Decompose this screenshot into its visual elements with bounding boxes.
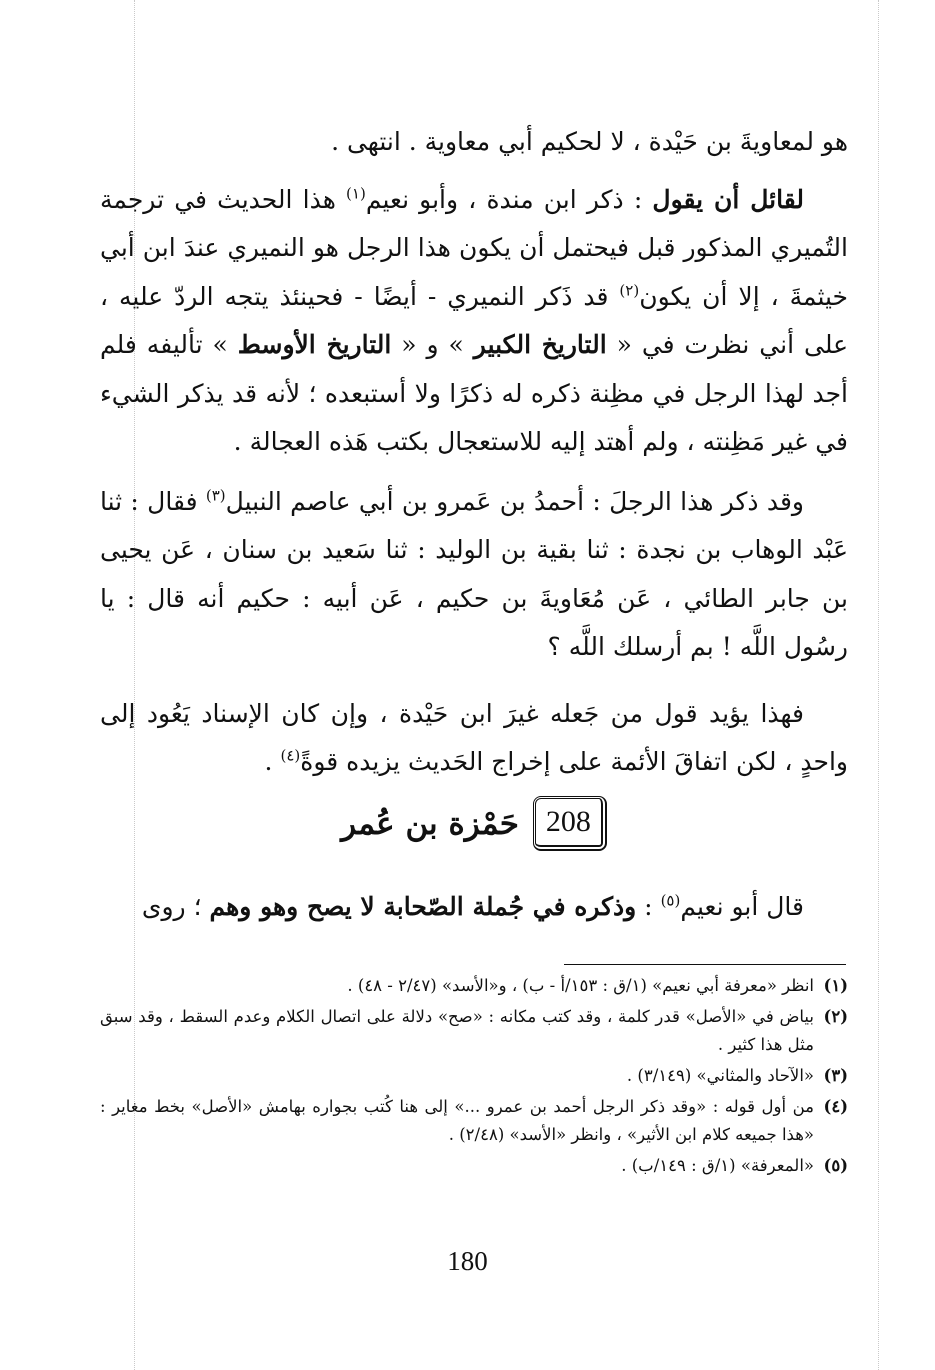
paragraph-3	[100, 478, 848, 672]
footnote-number: (١)	[823, 976, 848, 995]
footnote-text: «الآحاد والمثاني» (٣/١٤٩) .	[626, 1066, 814, 1085]
text-segment: .	[264, 747, 281, 776]
margin-guide-right	[878, 0, 879, 1370]
footnote-number: (٥)	[823, 1156, 848, 1175]
text-segment: فهذا يؤيد قول من جَعله غيرَ ابن حَيْدة ، وإن كان الإسناد يَعُود إلى واحدٍ ، لكن اتفاقَ الأئمة على إخراج الحَديث يزيده قوةً	[100, 698, 848, 776]
text-segment: » تأليفه فلم أجد لهذا الرجل في مظِنة ذكره له ذكرًا ولا أستبعده ؛ لأنه قد يذكر الشيء في غير مَظِنته ، ولم أهتد إليه للاستعجال بكتب هَذه العجالة .	[100, 330, 848, 456]
paragraph-2	[100, 176, 848, 467]
footnote-text: من أول قوله : «وقد ذكر الرجل أحمد بن عمرو ...» إلى هنا كُتب بجواره بهامش «الأصل» بخط مغاير : «هذا جميعه كلام ابن الأثير» ، وانظر «الأسد» (٢/٤٨) .	[100, 1097, 814, 1144]
footnote-text: بياض في «الأصل» قدر كلمة ، وقد كتب مكانه : «صح» دلالة على اتصال الكلام وعدم السقط ، وقد سبق مثل هذا كثير .	[100, 1007, 814, 1054]
text-segment: » و «	[401, 330, 464, 359]
main-text	[100, 118, 848, 787]
text-segment: : ذكر ابن مندة ، وأبو نعيم	[365, 184, 643, 214]
text-segment: وقد ذكر هذا الرجلَ : أحمدُ بن عَمرو بن أبي عاصم النبيل	[225, 486, 804, 516]
page-number: 180	[447, 1246, 488, 1276]
entry-title: حَمْزة بن عُمر	[341, 805, 519, 842]
entry-first-line	[100, 883, 848, 931]
text-segment: فقال : ثنا عَبْد الوهاب بن نجدة : ثنا بقية بن الوليد : ثنا سَعيد بن سنان ، عَن يحيى بن جابر الطائي ، عَن مُعَاويةَ بن حكيم ، عَن أبيه : حكيم أنه قال : يا رسُول اللَّه ! بم أرسلك اللَّه ؟	[100, 486, 848, 661]
footnote-item	[100, 1003, 848, 1059]
footnote-separator	[564, 964, 846, 965]
text-segment: قال أبو نعيم	[680, 892, 804, 921]
lead-phrase: لقائل أن يقول	[652, 184, 804, 214]
entry-heading	[100, 796, 848, 851]
footnote-number: (٣)	[823, 1066, 848, 1085]
text-segment: :	[636, 892, 661, 921]
entry-number-box: 208	[533, 796, 607, 851]
footnote-item	[100, 1152, 848, 1180]
footnote-item	[100, 1093, 848, 1149]
paragraph-1: هو لمعاويةَ بن حَيْدة ، لا لحكيم أبي معاوية . انتهى .	[331, 127, 848, 156]
footnote-ref[interactable]: (٢)	[619, 281, 640, 300]
footnote-number: (٤)	[823, 1097, 848, 1116]
text-segment: قد ذَكر النميري - أيضًا - فحينئذ يتجه الردّ عليه ، على أني نظرت في «	[100, 281, 849, 359]
book-title: التاريخ الكبير	[473, 330, 607, 359]
footnote-ref[interactable]: (٥)	[660, 891, 681, 910]
footnote-ref[interactable]: (١)	[346, 184, 366, 203]
footnote-item	[100, 1062, 848, 1090]
footnote-text: انظر «معرفة أبي نعيم» (١/ق : ١٥٣/أ - ب) ، و«الأسد» (٢/٤٧ - ٤٨) .	[347, 976, 814, 995]
book-title: التاريخ الأوسط	[237, 330, 392, 359]
footnotes	[100, 972, 848, 1183]
paragraph-4	[100, 690, 848, 787]
footnote-text: «المعرفة» (١/ق : ١٤٩/ب) .	[621, 1156, 814, 1175]
text-segment: هذا الحديث في ترجمة التُميري المذكور قبل فيحتمل أن يكون هذا الرجل هو النميري عندَ ابن أبي خيثمةَ ، إلا أن يكون	[100, 184, 848, 311]
bold-phrase: وذكره في جُملة الصّحابة لا يصح وهو وهم	[209, 892, 637, 921]
footnote-ref[interactable]: (٣)	[205, 486, 226, 505]
text-segment: ؛ روى	[141, 892, 210, 921]
footnote-item	[100, 972, 848, 1000]
footnote-number: (٢)	[823, 1007, 848, 1026]
footnote-ref[interactable]: (٤)	[280, 746, 301, 765]
